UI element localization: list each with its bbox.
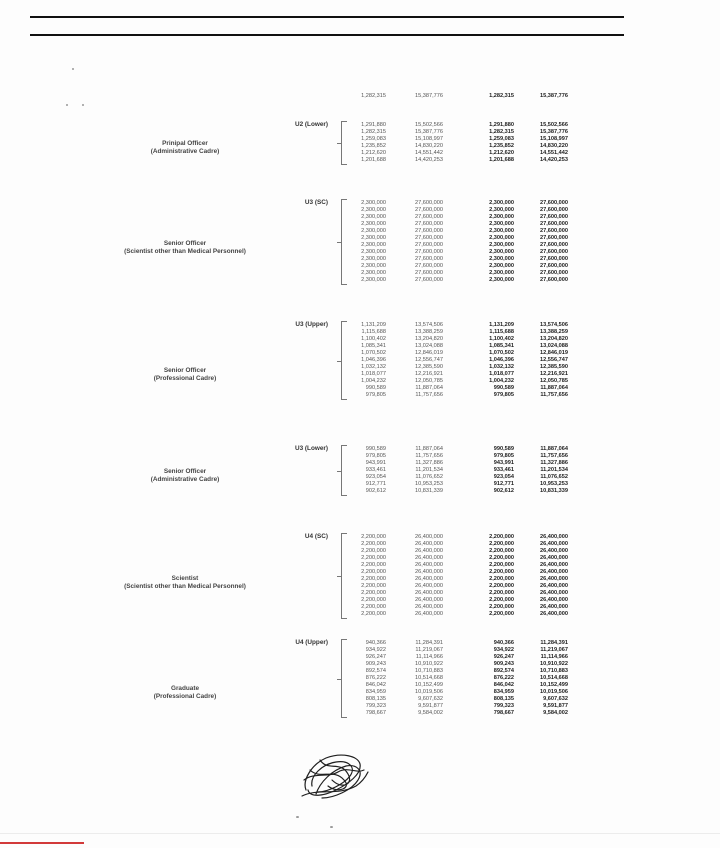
monthly-salary-bold: 1,212,620 (489, 150, 514, 156)
annual-salary-bold: 26,400,000 (540, 555, 568, 561)
monthly-salary-bold: 1,100,402 (489, 336, 514, 342)
monthly-salary: 2,200,000 (361, 597, 386, 603)
top-rule (30, 16, 624, 18)
monthly-salary-bold: 1,259,083 (489, 136, 514, 142)
post-name: Prinipal Officer (162, 140, 208, 147)
annual-salary: 27,600,000 (415, 235, 443, 241)
annual-salary-bold: 13,024,088 (540, 343, 568, 349)
monthly-salary: 808,135 (365, 696, 386, 702)
annual-salary: 9,607,632 (418, 696, 443, 702)
annual-salary-bold: 10,831,339 (540, 488, 568, 494)
monthly-salary: 2,300,000 (361, 207, 386, 213)
monthly-salary: 2,200,000 (361, 555, 386, 561)
monthly-salary-bold: 2,300,000 (489, 263, 514, 269)
annual-salary: 27,600,000 (415, 242, 443, 248)
monthly-salary-bold: 2,300,000 (489, 200, 514, 206)
post-title (55, 240, 315, 257)
annual-salary-bold: 11,757,656 (540, 392, 568, 398)
annual-salary-bold: 13,388,259 (540, 329, 568, 335)
annual-salary-bold: 11,076,652 (540, 474, 568, 480)
annual-salary-bold: 26,400,000 (540, 583, 568, 589)
annual-salary-bold: 14,420,253 (540, 157, 568, 163)
post-cadre: (Administrative Cadre) (150, 148, 220, 156)
annual-salary-bold: 11,887,064 (540, 446, 568, 452)
monthly-salary: 1,085,341 (361, 343, 386, 349)
annual-salary-bold: 27,600,000 (540, 270, 568, 276)
annual-salary-bold: 26,400,000 (540, 611, 568, 617)
annual-salary: 27,600,000 (415, 270, 443, 276)
annual-salary-bold: 12,846,019 (540, 350, 568, 356)
annual-salary-bold: 12,385,590 (540, 364, 568, 370)
post-cadre: (Professional Cadre) (153, 693, 217, 701)
annual-salary-bold: 13,574,506 (540, 322, 568, 328)
annual-salary: 10,019,506 (415, 689, 443, 695)
monthly-salary: 2,200,000 (361, 604, 386, 610)
monthly-salary: 1,115,688 (361, 329, 386, 335)
monthly-salary: 2,200,000 (361, 590, 386, 596)
monthly-salary-bold: 909,243 (493, 661, 514, 667)
annual-salary: 11,201,534 (415, 467, 443, 473)
monthly-salary: 990,589 (365, 385, 386, 391)
monthly-salary-bold: 933,461 (493, 467, 514, 473)
monthly-salary-bold: 2,300,000 (489, 277, 514, 283)
post-title (55, 685, 315, 702)
annual-salary-bold: 11,219,067 (540, 647, 568, 653)
annual-salary-bold: 12,050,785 (540, 378, 568, 384)
monthly-salary-bold: 1,032,132 (489, 364, 514, 370)
grade-label: U4 (SC) (304, 533, 328, 540)
red-margin-mark (0, 842, 84, 844)
monthly-salary-bold: 1,291,880 (489, 122, 514, 128)
annual-salary-bold: 27,600,000 (540, 249, 568, 255)
annual-salary-bold: 26,400,000 (540, 562, 568, 568)
monthly-salary: 876,222 (365, 675, 386, 681)
monthly-salary-bold: 2,200,000 (489, 569, 514, 575)
annual-salary-bold: 12,556,747 (540, 357, 568, 363)
annual-salary-bold: 26,400,000 (540, 534, 568, 540)
monthly-salary: 2,300,000 (361, 221, 386, 227)
annual-salary: 13,204,820 (415, 336, 443, 342)
annual-salary: 27,600,000 (415, 214, 443, 220)
monthly-salary: 1,046,396 (361, 357, 386, 363)
monthly-salary-bold: 2,200,000 (489, 541, 514, 547)
monthly-salary: 1,100,402 (361, 336, 386, 342)
monthly-salary: 1,018,077 (361, 371, 386, 377)
monthly-salary: 2,300,000 (361, 277, 386, 283)
post-cadre: (Administrative Cadre) (150, 476, 220, 484)
monthly-salary: 2,300,000 (361, 228, 386, 234)
monthly-salary: 933,461 (365, 467, 386, 473)
annual-salary: 14,830,220 (415, 143, 443, 149)
annual-salary: 12,846,019 (415, 350, 443, 356)
annual-salary: 11,887,064 (415, 385, 443, 391)
annual-salary-bold: 10,953,253 (540, 481, 568, 487)
monthly-salary-bold: 2,300,000 (489, 256, 514, 262)
monthly-salary-bold: 2,200,000 (489, 583, 514, 589)
monthly-salary-bold: 1,004,232 (489, 378, 514, 384)
monthly-salary: 1,259,083 (361, 136, 386, 142)
monthly-salary: 943,991 (365, 460, 386, 466)
annual-salary-bold: 27,600,000 (540, 214, 568, 220)
annual-salary: 13,574,506 (415, 322, 443, 328)
monthly-salary-bold: 2,300,000 (489, 270, 514, 276)
monthly-salary-bold: 2,300,000 (489, 207, 514, 213)
scan-speck (296, 816, 299, 818)
annual-salary-bold: 26,400,000 (540, 569, 568, 575)
annual-salary: 10,152,499 (415, 682, 443, 688)
monthly-salary: 912,771 (365, 481, 386, 487)
monthly-salary-bold: 846,042 (493, 682, 514, 688)
header-rule (30, 34, 624, 36)
grade-label: U3 (Lower) (294, 445, 328, 452)
monthly-salary-bold: 2,300,000 (489, 214, 514, 220)
monthly-salary-bold: 1,201,688 (489, 157, 514, 163)
monthly-salary-bold: 902,612 (493, 488, 514, 494)
monthly-salary: 909,243 (365, 661, 386, 667)
annual-salary: 26,400,000 (415, 597, 443, 603)
monthly-salary-bold: 2,300,000 (489, 228, 514, 234)
annual-salary-bold: 26,400,000 (540, 604, 568, 610)
annual-salary-bold: 15,108,997 (540, 136, 568, 142)
monthly-salary: 798,667 (365, 710, 386, 716)
post-name: Senior Officer (163, 468, 207, 475)
monthly-salary: 923,054 (365, 474, 386, 480)
annual-salary-bold: 11,114,966 (540, 654, 568, 660)
post-title (55, 468, 315, 485)
monthly-salary: 2,200,000 (361, 562, 386, 568)
annual-salary-bold: 15,387,776 (540, 129, 568, 135)
annual-salary: 11,284,391 (415, 640, 443, 646)
grade-label: U2 (Lower) (294, 121, 328, 128)
annual-salary-bold: 26,400,000 (540, 576, 568, 582)
monthly-salary-bold: 892,574 (493, 668, 514, 674)
monthly-salary-bold: 2,300,000 (489, 221, 514, 227)
annual-salary-bold: 9,607,632 (543, 696, 568, 702)
annual-salary-bold: 11,201,534 (540, 467, 568, 473)
annual-salary: 26,400,000 (415, 604, 443, 610)
grade-label: U3 (SC) (304, 199, 328, 206)
monthly-salary-bold: 2,200,000 (489, 548, 514, 554)
annual-salary-bold: 27,600,000 (540, 200, 568, 206)
monthly-salary: 902,612 (365, 488, 386, 494)
annual-salary-bold: 26,400,000 (540, 548, 568, 554)
monthly-salary-bold: 1,070,502 (489, 350, 514, 356)
annual-salary-bold: 26,400,000 (540, 541, 568, 547)
annual-salary-bold: 27,600,000 (540, 207, 568, 213)
monthly-salary: 1,004,232 (361, 378, 386, 384)
scan-speck (66, 104, 68, 106)
monthly-salary-bold: 912,771 (493, 481, 514, 487)
monthly-salary: 2,200,000 (361, 534, 386, 540)
signature-icon (298, 750, 370, 806)
post-title (55, 575, 315, 592)
annual-salary-bold: 26,400,000 (540, 597, 568, 603)
annual-salary: 15,502,566 (415, 122, 443, 128)
monthly-salary-bold: 2,300,000 (489, 235, 514, 241)
annual-salary: 12,050,785 (415, 378, 443, 384)
annual-salary-bold: 13,204,820 (540, 336, 568, 342)
monthly-salary: 2,200,000 (361, 569, 386, 575)
monthly-salary: 2,200,000 (361, 548, 386, 554)
monthly-salary: 834,959 (365, 689, 386, 695)
monthly-salary-bold: 798,667 (493, 710, 514, 716)
monthly-salary-bold: 2,200,000 (489, 590, 514, 596)
monthly-salary-bold: 943,991 (493, 460, 514, 466)
monthly-salary-bold: 2,200,000 (489, 562, 514, 568)
annual-salary-bold: 27,600,000 (540, 277, 568, 283)
annual-salary: 26,400,000 (415, 576, 443, 582)
annual-salary: 15,108,997 (415, 136, 443, 142)
monthly-salary-bold: 2,300,000 (489, 242, 514, 248)
monthly-salary: 934,922 (365, 647, 386, 653)
monthly-salary-bold: 1,235,852 (489, 143, 514, 149)
annual-salary: 10,910,922 (415, 661, 443, 667)
post-name: Senior Officer (163, 240, 207, 247)
annual-salary-bold: 10,910,922 (540, 661, 568, 667)
monthly-salary-bold: 1,115,688 (489, 329, 514, 335)
monthly-salary: 2,300,000 (361, 214, 386, 220)
monthly-salary: 2,300,000 (361, 242, 386, 248)
annual-salary-bold: 11,757,656 (540, 453, 568, 459)
annual-salary: 27,600,000 (415, 256, 443, 262)
annual-salary: 11,327,886 (415, 460, 443, 466)
post-cadre: (Scientist other than Medical Personnel) (124, 583, 246, 591)
monthly-salary-bold: 923,054 (493, 474, 514, 480)
post-name: Senior Officer (163, 367, 207, 374)
monthly-salary-bold: 979,805 (493, 453, 514, 459)
annual-salary: 26,400,000 (415, 548, 443, 554)
annual-salary-bold: 27,600,000 (540, 242, 568, 248)
scan-speck (82, 104, 84, 106)
annual-salary: 10,831,339 (415, 488, 443, 494)
annual-salary: 27,600,000 (415, 228, 443, 234)
annual-salary: 26,400,000 (415, 611, 443, 617)
monthly-salary: 1,032,132 (361, 364, 386, 370)
annual-salary: 13,388,259 (415, 329, 443, 335)
annual-salary: 11,114,966 (415, 654, 443, 660)
annual-salary: 12,216,921 (415, 371, 443, 377)
annual-salary-bold: 12,216,921 (540, 371, 568, 377)
annual-salary: 26,400,000 (415, 562, 443, 568)
annual-salary: 14,420,253 (415, 157, 443, 163)
post-cadre: (Scientist other than Medical Personnel) (124, 248, 246, 256)
monthly-salary-bold: 2,200,000 (489, 611, 514, 617)
monthly-salary-bold: 1,085,341 (489, 343, 514, 349)
annual-salary-bold: 27,600,000 (540, 256, 568, 262)
post-name: Scientist (171, 575, 199, 582)
annual-salary-bold: 14,830,220 (540, 143, 568, 149)
monthly-salary-bold: 2,200,000 (489, 534, 514, 540)
annual-salary: 15,387,776 (415, 129, 443, 135)
monthly-salary: 2,300,000 (361, 270, 386, 276)
monthly-salary-bold: 876,222 (493, 675, 514, 681)
grade-label: U3 (Upper) (295, 321, 328, 328)
annual-salary: 27,600,000 (415, 200, 443, 206)
scan-speck (72, 68, 74, 70)
grade-label: U4 (Upper) (295, 639, 328, 646)
annual-salary: 26,400,000 (415, 583, 443, 589)
monthly-salary: 940,366 (365, 640, 386, 646)
monthly-salary: 979,805 (365, 392, 386, 398)
monthly-salary-bold: 926,247 (493, 654, 514, 660)
monthly-salary-bold: 934,922 (493, 647, 514, 653)
monthly-salary: 2,200,000 (361, 583, 386, 589)
annual-salary: 13,024,088 (415, 343, 443, 349)
annual-salary: 12,556,747 (415, 357, 443, 363)
monthly-salary-bold: 1,131,209 (489, 322, 514, 328)
monthly-salary: 2,300,000 (361, 256, 386, 262)
monthly-salary: 1,070,502 (361, 350, 386, 356)
annual-salary: 11,219,067 (415, 647, 443, 653)
annual-salary-bold: 10,152,499 (540, 682, 568, 688)
annual-salary-bold: 26,400,000 (540, 590, 568, 596)
monthly-salary: 1,212,620 (361, 150, 386, 156)
monthly-salary-bold: 1,282,315 (489, 129, 514, 135)
monthly-salary: 799,323 (365, 703, 386, 709)
annual-salary-bold: 27,600,000 (540, 228, 568, 234)
monthly-salary: 2,300,000 (361, 235, 386, 241)
monthly-salary: 1,282,315 (361, 93, 386, 99)
annual-salary: 27,600,000 (415, 249, 443, 255)
annual-salary-bold: 27,600,000 (540, 235, 568, 241)
monthly-salary: 1,201,688 (361, 157, 386, 163)
monthly-salary-bold: 2,200,000 (489, 555, 514, 561)
monthly-salary-bold: 834,959 (493, 689, 514, 695)
monthly-salary: 892,574 (365, 668, 386, 674)
annual-salary-bold: 11,284,391 (540, 640, 568, 646)
monthly-salary-bold: 1,046,396 (489, 357, 514, 363)
annual-salary-bold: 14,551,442 (540, 150, 568, 156)
monthly-salary-bold: 2,200,000 (489, 604, 514, 610)
monthly-salary: 2,300,000 (361, 263, 386, 269)
annual-salary-bold: 11,327,886 (540, 460, 568, 466)
annual-salary: 27,600,000 (415, 277, 443, 283)
monthly-salary: 2,200,000 (361, 576, 386, 582)
monthly-salary-bold: 808,135 (493, 696, 514, 702)
monthly-salary: 846,042 (365, 682, 386, 688)
annual-salary: 11,757,656 (415, 392, 443, 398)
post-title (55, 367, 315, 384)
monthly-salary: 2,300,000 (361, 200, 386, 206)
monthly-salary-bold: 940,366 (493, 640, 514, 646)
annual-salary: 9,584,002 (418, 710, 443, 716)
annual-salary: 26,400,000 (415, 590, 443, 596)
annual-salary: 15,387,776 (415, 93, 443, 99)
annual-salary: 12,385,590 (415, 364, 443, 370)
annual-salary: 27,600,000 (415, 207, 443, 213)
annual-salary: 27,600,000 (415, 221, 443, 227)
annual-salary: 11,887,064 (415, 446, 443, 452)
monthly-salary-bold: 2,200,000 (489, 597, 514, 603)
monthly-salary: 1,282,315 (361, 129, 386, 135)
monthly-salary-bold: 799,323 (493, 703, 514, 709)
annual-salary: 11,757,656 (415, 453, 443, 459)
monthly-salary-bold: 1,018,077 (489, 371, 514, 377)
post-title (55, 140, 315, 157)
annual-salary-bold: 27,600,000 (540, 221, 568, 227)
annual-salary: 10,710,883 (415, 668, 443, 674)
annual-salary-bold: 11,887,064 (540, 385, 568, 391)
annual-salary: 26,400,000 (415, 541, 443, 547)
annual-salary-bold: 9,584,002 (543, 710, 568, 716)
annual-salary-bold: 27,600,000 (540, 263, 568, 269)
annual-salary: 10,953,253 (415, 481, 443, 487)
annual-salary: 14,551,442 (415, 150, 443, 156)
annual-salary: 26,400,000 (415, 569, 443, 575)
monthly-salary-bold: 2,200,000 (489, 576, 514, 582)
annual-salary-bold: 10,710,883 (540, 668, 568, 674)
monthly-salary: 926,247 (365, 654, 386, 660)
annual-salary: 27,600,000 (415, 263, 443, 269)
annual-salary: 10,514,668 (415, 675, 443, 681)
page-edge (0, 833, 720, 834)
monthly-salary: 1,291,880 (361, 122, 386, 128)
monthly-salary: 2,300,000 (361, 249, 386, 255)
annual-salary-bold: 9,591,877 (543, 703, 568, 709)
monthly-salary: 1,235,852 (361, 143, 386, 149)
annual-salary-bold: 15,502,566 (540, 122, 568, 128)
monthly-salary: 990,589 (365, 446, 386, 452)
monthly-salary-bold: 979,805 (493, 392, 514, 398)
monthly-salary-bold: 990,589 (493, 385, 514, 391)
monthly-salary-bold: 1,282,315 (489, 93, 514, 99)
scan-speck (330, 826, 333, 828)
annual-salary-bold: 10,019,506 (540, 689, 568, 695)
annual-salary-bold: 15,387,776 (540, 93, 568, 99)
monthly-salary-bold: 2,300,000 (489, 249, 514, 255)
monthly-salary: 2,200,000 (361, 611, 386, 617)
annual-salary: 26,400,000 (415, 555, 443, 561)
post-name: Graduate (170, 685, 200, 692)
annual-salary: 11,076,652 (415, 474, 443, 480)
monthly-salary: 2,200,000 (361, 541, 386, 547)
post-cadre: (Professional Cadre) (153, 375, 217, 383)
monthly-salary: 1,131,209 (361, 322, 386, 328)
monthly-salary-bold: 990,589 (493, 446, 514, 452)
monthly-salary: 979,805 (365, 453, 386, 459)
annual-salary: 26,400,000 (415, 534, 443, 540)
annual-salary: 9,591,877 (418, 703, 443, 709)
annual-salary-bold: 10,514,668 (540, 675, 568, 681)
